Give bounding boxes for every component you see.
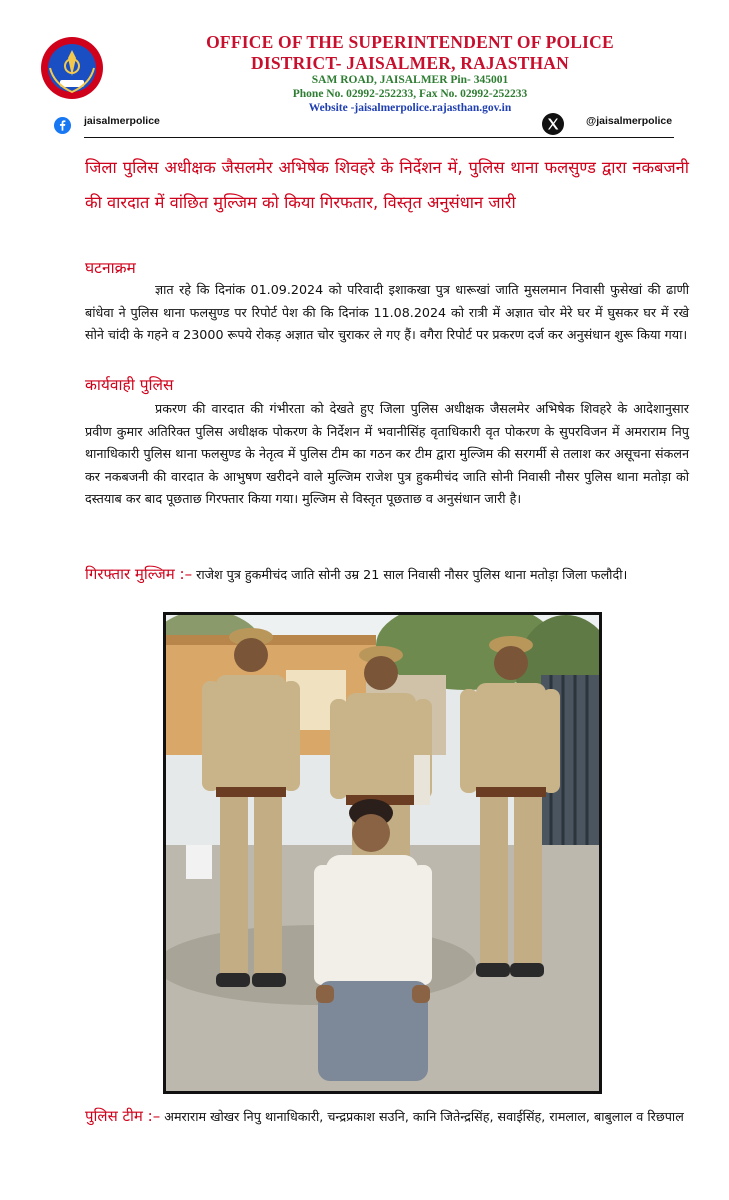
website-line: Website -jaisalmerpolice.rajasthan.gov.in <box>308 102 512 114</box>
district-title: DISTRICT- JAISALMER, RAJASTHAN <box>251 53 569 73</box>
address-line: SAM ROAD, JAISALMER Pin- 345001 <box>311 74 509 86</box>
police-team-members: अमराराम खोखर निपु थानाधिकारी, चन्द्रप्रकाश सउनि, कानि जितेन्द्रसिंह, सवाईसिंह, रामलाल, बाबुलाल व रिछपाल <box>164 1109 684 1124</box>
police-team-photo <box>163 612 602 1094</box>
arrested-accused-paragraph <box>85 563 689 587</box>
arrested-label: गिरफ्तार मुल्जिम :– <box>85 565 193 583</box>
incident-heading: घटनाक्रम <box>85 259 136 277</box>
facebook-icon <box>54 117 71 134</box>
x-twitter-icon <box>542 113 564 135</box>
header-divider <box>84 137 674 138</box>
police-action-heading: कार्यवाही पुलिस <box>85 376 174 394</box>
facebook-handle[interactable]: jaisalmerpolice <box>84 115 160 127</box>
x-handle[interactable]: @jaisalmerpolice <box>586 115 673 127</box>
police-team-paragraph <box>85 1105 689 1129</box>
office-title: OFFICE OF THE SUPERINTENDENT OF POLICE <box>206 32 614 52</box>
police-action-text: प्रकरण की वारदात की गंभीरता को देखते हुए जिला पुलिस अधीक्षक जैसलमेर अभिषेक शिवहरे के आदेशानुसार प्रवीण कुमार अतिरिक्त पुलिस अधीक्षक पोकरण के निर्देशन में भवानीसिंह वृताधिकारी वृत पोकरण के सुपरविजन में अमराराम निपु थानाधिकारी पुलिस थाना फलसुण्ड के नेतृत्व में पुलिस टीम का गठन कर टीम द्वारा मुल्जिम की सरगर्मी से तलाश कर असूचना संकलन कर नकबजनी की वारदात के आभुषण खरीदने वाले मुल्जिम राजेश पुत्र हुकमीचंद जाति सोनी निवासी नौसर पुलिस थाना मतोड़ा को दस्तयाब कर बाद पूछताछ गिरफ्तार किया गया। मुल्जिम से विस्तृत पूछताछ व अनुसंधान जारी है। <box>85 401 689 507</box>
phone-line: Phone No. 02992-252233, Fax No. 02992-252233 <box>292 88 528 100</box>
rajasthan-police-emblem-icon <box>40 36 104 100</box>
police-team-label: पुलिस टीम :– <box>85 1107 161 1125</box>
press-headline: जिला पुलिस अधीक्षक जैसलमेर अभिषेक शिवहरे के निर्देशन में, पुलिस थाना फलसुण्ड द्वारा नकबजनी की वारदात में वांछित मुल्जिम को किया गिरफतार, विस्तृत अनुसंधान जारी <box>85 158 689 212</box>
arrested-details: राजेश पुत्र हुकमीचंद जाति सोनी उम्र 21 साल निवासी नौसर पुलिस थाना मतोड़ा जिला फलौदी। <box>196 567 628 582</box>
incident-text: ज्ञात रहे कि दिनांक 01.09.2024 को परिवादी इशाकखा पुत्र धारूखां जाति मुसलमान निवासी फुसेखां की ढाणी बांधेवा ने पुलिस थाना फलसुण्ड पर रिपोर्ट पेश की कि दिनांक 11.08.2024 को रात्री में अज्ञात चोर मेरे घर में घुसकर घर में रखे सोने चांदी के गहने व 23000 रूपये रोकड़ अज्ञात चोर चुराकर ले गए हैं। वगैरा रिपोर्ट पर प्रकरण दर्ज कर अनुसंधान शुरू किया गया। <box>85 282 689 343</box>
